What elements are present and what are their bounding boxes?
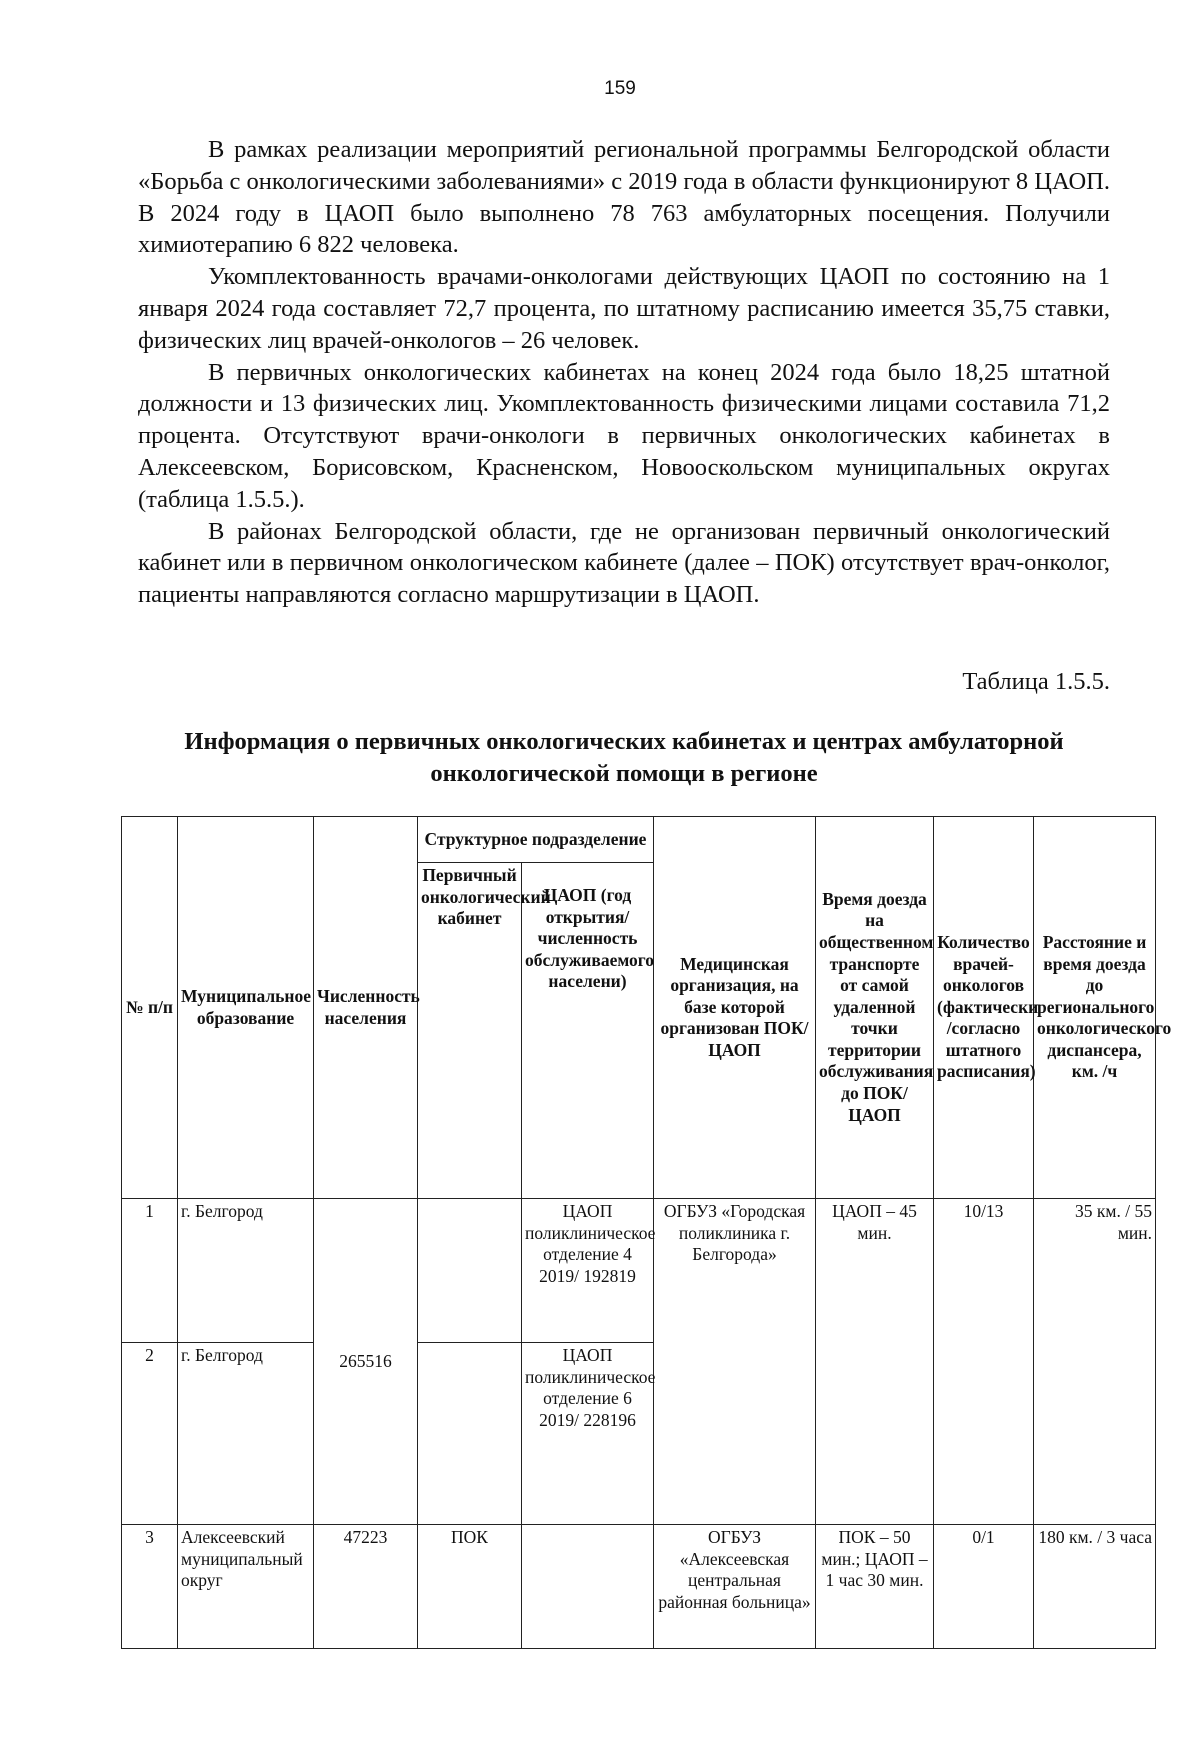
- cell-distance: 180 км. / 3 часа: [1034, 1525, 1156, 1649]
- cell-med-org: ОГБУЗ «Городская поликлиника г. Белгорода»: [654, 1199, 816, 1525]
- cell-primary-cabinet: ПОК: [418, 1525, 522, 1649]
- oncology-table: [121, 816, 1172, 1649]
- page-number: 159: [604, 78, 636, 99]
- body-text: [138, 134, 1110, 611]
- cell-travel-time: ЦАОП – 45 мин.: [816, 1199, 934, 1525]
- cell-tsaop: [522, 1525, 654, 1649]
- header-med-org: Медицинская организация, на базе которой организован ПОК/ЦАОП: [654, 817, 816, 1199]
- cell-municipality: г. Белгород: [178, 1199, 314, 1343]
- header-travel-time: Время доезда на общественном транспорте от самой удаленной точки территории обслуживания до ПОК/ ЦАОП: [816, 817, 934, 1199]
- cell-tsaop: ЦАОП поликлиническое отделение 6 2019/ 228196: [522, 1343, 654, 1525]
- cell-tsaop: ЦАОП поликлиническое отделение 4 2019/ 192819: [522, 1199, 654, 1343]
- header-distance: Расстояние и время доезда до регионального онкологического диспансера, км. /ч: [1034, 817, 1156, 1199]
- header-population: Численность населения: [314, 817, 418, 1199]
- header-structural-unit: Структурное подразделение: [418, 817, 654, 863]
- header-primary-cabinet: Первичный онкологический кабинет: [418, 863, 522, 1199]
- cell-num: 2: [122, 1343, 178, 1525]
- table-caption: Таблица 1.5.5.: [962, 668, 1110, 695]
- paragraph-3: В первичных онкологических кабинетах на конец 2024 года было 18,25 штатной должности и 13 физических лиц. Укомплектованность физическими лицами составила 71,2 процента. Отсутствуют врачи-онкологи в первичных онкологических кабинетах в Алексеевском, Борисовском, Красненском, Новооскольском муниципальных округах (таблица 1.5.5.).: [138, 358, 1110, 513]
- header-doctors: Количество врачей-онкологов (фактически /согласно штатного расписания): [934, 817, 1034, 1199]
- paragraph-2: Укомплектованность врачами-онкологами действующих ЦАОП по состоянию на 1 января 2024 года составляет 72,7 процента, по штатному расписанию имеется 35,75 ставки, физических лиц врачей-онкологов – 26 человек.: [138, 263, 1110, 354]
- cell-num: 3: [122, 1525, 178, 1649]
- cell-population: 265516: [314, 1199, 418, 1525]
- table-row: [122, 1199, 1156, 1343]
- paragraph-1: В рамках реализации мероприятий региональной программы Белгородской области «Борьба с онкологическими заболеваниями» с 2019 года в области функционируют 8 ЦАОП. В 2024 году в ЦАОП было выполнено 78 763 амбулаторных посещения. Получили химиотерапию 6 822 человека.: [138, 136, 1110, 259]
- cell-doctors: 0/1: [934, 1525, 1034, 1649]
- header-municipality: Муниципальное образование: [178, 817, 314, 1199]
- header-tsaop: ЦАОП (год открытия/ численность обслуживаемого населени): [522, 863, 654, 1199]
- cell-population: 47223: [314, 1525, 418, 1649]
- header-num: № п/п: [122, 817, 178, 1199]
- cell-doctors: 10/13: [934, 1199, 1034, 1525]
- cell-med-org: ОГБУЗ «Алексеевская центральная районная больница»: [654, 1525, 816, 1649]
- cell-distance: 35 км. / 55 мин.: [1034, 1199, 1156, 1525]
- cell-municipality: г. Белгород: [178, 1343, 314, 1525]
- table-title: Информация о первичных онкологических кабинетах и центрах амбулаторной онкологической помощи в регионе: [184, 728, 1064, 787]
- cell-primary-cabinet: [418, 1343, 522, 1525]
- cell-num: 1: [122, 1199, 178, 1343]
- cell-travel-time: ПОК – 50 мин.; ЦАОП – 1 час 30 мин.: [816, 1525, 934, 1649]
- paragraph-4: В районах Белгородской области, где не организован первичный онкологический кабинет или в первичном онкологическом кабинете (далее – ПОК) отсутствует врач-онколог, пациенты направляются согласно маршрутизации в ЦАОП.: [138, 517, 1110, 609]
- cell-municipality: Алексеевский муниципальный округ: [178, 1525, 314, 1649]
- table-row: [122, 1525, 1156, 1649]
- cell-primary-cabinet: [418, 1199, 522, 1343]
